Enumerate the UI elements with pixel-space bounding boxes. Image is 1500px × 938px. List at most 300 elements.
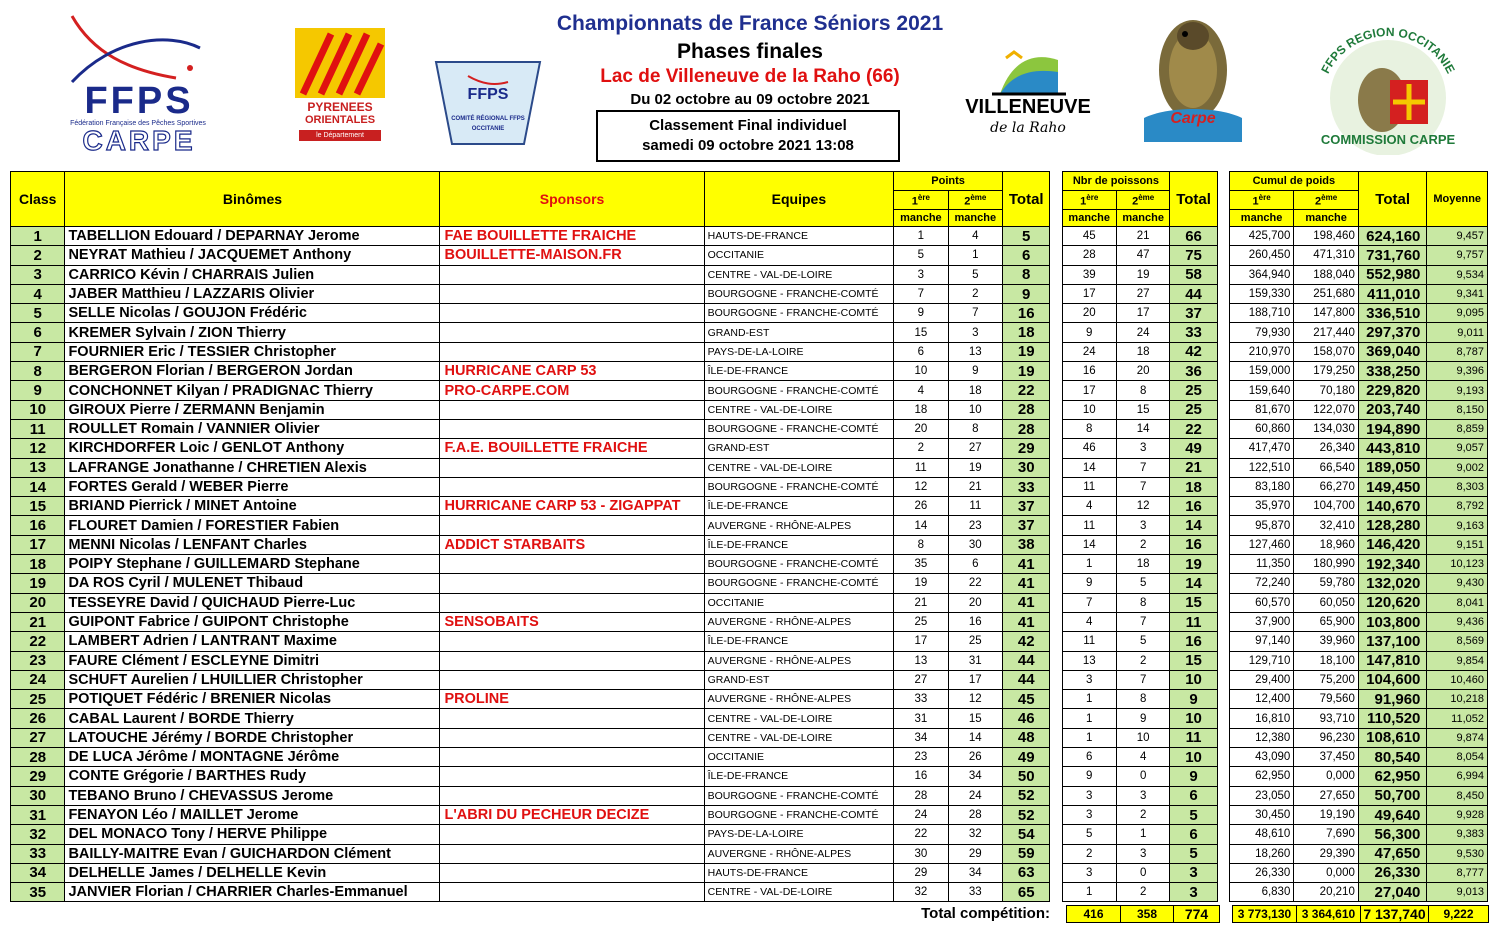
weight-total-cell: 194,890 [1358,419,1427,438]
table-row [11,381,1488,400]
team-cell: BOURGOGNE - FRANCHE-COMTÉ [704,419,894,438]
nbr-m1-cell: 8 [1062,419,1116,438]
points-m1-cell: 29 [894,863,948,882]
nbr-m2-cell: 0 [1116,863,1169,882]
nbr-m2-cell: 7 [1116,477,1169,496]
weight-m2-cell: 217,440 [1294,323,1359,342]
nbr-m1-cell: 1 [1062,709,1116,728]
weight-m1-cell: 97,140 [1229,632,1294,651]
nbr-total-cell: 10 [1170,709,1217,728]
weight-total-cell: 297,370 [1358,323,1427,342]
points-m2-cell: 16 [948,612,1002,631]
weight-m1-cell: 417,470 [1229,439,1294,458]
nbr-m1-cell: 11 [1062,477,1116,496]
spacer [1050,284,1062,303]
weight-total-cell: 62,950 [1358,767,1427,786]
weight-m2-cell: 59,780 [1294,574,1359,593]
nbr-m2-cell: 9 [1116,709,1169,728]
binome-cell: DA ROS Cyril / MULENET Thibaud [65,574,440,593]
spacer [1217,670,1229,689]
carp-fish-logo [1138,14,1248,144]
points-total-cell: 37 [1003,516,1050,535]
sponsor-cell [440,574,704,593]
points-m2-cell: 26 [948,748,1002,767]
moyenne-cell: 6,994 [1427,767,1488,786]
cumul-m2-sup: ème [1321,192,1338,202]
points-total-cell: 38 [1003,535,1050,554]
points-total-cell: 41 [1003,593,1050,612]
weight-m1-cell: 159,330 [1229,284,1294,303]
weight-total-cell: 140,670 [1358,497,1427,516]
spacer [1050,748,1062,767]
binome-cell: FOURNIER Eric / TESSIER Christopher [65,342,440,361]
weight-total-cell: 50,700 [1358,786,1427,805]
points-m2-cell: 34 [948,767,1002,786]
weight-m1-cell: 60,860 [1229,419,1294,438]
team-cell: GRAND-EST [704,670,894,689]
points-total-cell: 44 [1003,651,1050,670]
rank-cell: 15 [11,497,65,516]
weight-total-cell: 128,280 [1358,516,1427,535]
total-label: Total compétition: [921,905,1050,922]
spacer [1217,400,1229,419]
team-cell: AUVERGNE - RHÔNE-ALPES [704,844,894,863]
spacer [1050,516,1062,535]
table-row [11,535,1488,554]
binome-cell: TESSEYRE David / QUICHAUD Pierre-Luc [65,593,440,612]
spacer [1050,786,1062,805]
points-m2-cell: 7 [948,304,1002,323]
nbr-m1-cell: 6 [1062,748,1116,767]
nbr-m2-cell: 8 [1116,593,1169,612]
rank-cell: 21 [11,612,65,631]
nbr-m1-cell: 13 [1062,651,1116,670]
points-m1-cell: 7 [894,284,948,303]
moyenne-cell: 9,854 [1427,651,1488,670]
team-cell: OCCITANIE [704,593,894,612]
binome-cell: CABAL Laurent / BORDE Thierry [65,709,440,728]
nbr-m1-cell: 7 [1062,593,1116,612]
sponsor-cell: BOUILLETTE-MAISON.FR [440,246,704,265]
team-cell: BOURGOGNE - FRANCHE-COMTÉ [704,284,894,303]
nbr-m2-cell: 15 [1116,400,1169,419]
rank-cell: 9 [11,381,65,400]
nbr-m2-cell: 21 [1116,227,1169,246]
sponsor-cell [440,284,704,303]
points-m2-sup: ème [970,192,987,202]
sponsor-cell: SENSOBAITS [440,612,704,631]
nbr-m2-cell: 5 [1116,574,1169,593]
team-cell: AUVERGNE - RHÔNE-ALPES [704,612,894,631]
points-m1-cell: 23 [894,748,948,767]
weight-m2-cell: 26,340 [1294,439,1359,458]
nbr-m1-cell: 1 [1062,555,1116,574]
ffps-sub: Fédération Française des Pêches Sportives [70,120,206,127]
rank-cell: 33 [11,844,65,863]
nbr-m2-cell: 8 [1116,381,1169,400]
nbr-total-cell: 9 [1170,690,1217,709]
spacer [1050,246,1062,265]
spacer [1050,555,1062,574]
nbr-m1-cell: 3 [1062,786,1116,805]
points-m2-cell: 27 [948,439,1002,458]
col-moyenne: Moyenne [1427,172,1488,227]
event-location: Lac de Villeneuve de la Raho (66) [600,66,900,87]
nbr-total-cell: 6 [1170,825,1217,844]
moyenne-cell: 9,928 [1427,805,1488,824]
spacer [1050,825,1062,844]
nbr-m1-cell: 3 [1062,805,1116,824]
team-cell: BOURGOGNE - FRANCHE-COMTÉ [704,381,894,400]
total-weight-m2: 3 364,610 [1297,906,1361,923]
points-m2-cell: 18 [948,381,1002,400]
col-cumul: Cumul de poids [1229,172,1358,191]
table-row [11,767,1488,786]
nbr-m1-cell: 10 [1062,400,1116,419]
rank-cell: 19 [11,574,65,593]
spacer [1217,844,1229,863]
table-row [11,574,1488,593]
points-total-cell: 65 [1003,883,1050,902]
weight-total-cell: 49,640 [1358,805,1427,824]
table-row [11,246,1488,265]
points-m2-cell: 1 [948,246,1002,265]
nbr-total-cell: 18 [1170,477,1217,496]
nbr-m1-cell: 45 [1062,227,1116,246]
spacer [1050,458,1062,477]
weight-m1-cell: 30,450 [1229,805,1294,824]
spacer [1050,709,1062,728]
weight-total-cell: 336,510 [1358,304,1427,323]
weight-m2-cell: 66,540 [1294,458,1359,477]
results-table [10,171,1488,902]
weight-m2-cell: 60,050 [1294,593,1359,612]
team-cell: CENTRE - VAL-DE-LOIRE [704,883,894,902]
nbr-total-cell: 16 [1170,535,1217,554]
table-row [11,883,1488,902]
rank-cell: 3 [11,265,65,284]
binome-cell: LATOUCHE Jérémy / BORDE Christopher [65,728,440,747]
binome-cell: POIPY Stephane / GUILLEMARD Stephane [65,555,440,574]
team-cell: ÎLE-DE-FRANCE [704,767,894,786]
weight-total-cell: 146,420 [1358,535,1427,554]
spacer [1217,767,1229,786]
nbr-m1-cell: 2 [1062,844,1116,863]
weight-m1-cell: 43,090 [1229,748,1294,767]
points-total-cell: 16 [1003,304,1050,323]
table-row [11,477,1488,496]
rank-cell: 18 [11,555,65,574]
points-total-cell: 44 [1003,670,1050,689]
points-m2-cell: 30 [948,535,1002,554]
sponsor-cell: ADDICT STARBAITS [440,535,704,554]
points-m2-cell: 10 [948,400,1002,419]
table-row [11,516,1488,535]
table-row [11,612,1488,631]
nbr-m2-cell: 14 [1116,419,1169,438]
cumul-m1-sup: ère [1258,192,1271,202]
nbr-m1-cell: 1 [1062,728,1116,747]
points-m1-cell: 11 [894,458,948,477]
binome-cell: BERGERON Florian / BERGERON Jordan [65,362,440,381]
weight-m2-cell: 66,270 [1294,477,1359,496]
points-m1-cell: 1 [894,227,948,246]
sponsor-cell [440,844,704,863]
points-m1-cell: 3 [894,265,948,284]
rank-cell: 30 [11,786,65,805]
binome-cell: FAURE Clément / ESCLEYNE Dimitri [65,651,440,670]
spacer [1050,304,1062,323]
moyenne-cell: 9,874 [1427,728,1488,747]
weight-m1-cell: 81,670 [1229,400,1294,419]
points-m2-cell: 4 [948,227,1002,246]
points-total-cell: 18 [1003,323,1050,342]
spacer [1050,439,1062,458]
nbr-total-cell: 3 [1170,883,1217,902]
weight-total-cell: 443,810 [1358,439,1427,458]
weight-m2-cell: 158,070 [1294,342,1359,361]
spacer [1050,323,1062,342]
table-row [11,362,1488,381]
sponsor-cell: PRO-CARPE.COM [440,381,704,400]
table-row [11,342,1488,361]
nbr-total-cell: 15 [1170,651,1217,670]
table-row [11,632,1488,651]
points-m2-cell: 24 [948,786,1002,805]
points-total-cell: 52 [1003,786,1050,805]
team-cell: BOURGOGNE - FRANCHE-COMTÉ [704,805,894,824]
team-cell: CENTRE - VAL-DE-LOIRE [704,400,894,419]
moyenne-cell: 10,123 [1427,555,1488,574]
nbr-total-cell: 44 [1170,284,1217,303]
table-row [11,227,1488,246]
moyenne-cell: 10,460 [1427,670,1488,689]
team-cell: CENTRE - VAL-DE-LOIRE [704,728,894,747]
points-total-cell: 63 [1003,863,1050,882]
spacer [1217,381,1229,400]
points-m1-cell: 16 [894,767,948,786]
points-m1-manche: manche [894,210,948,227]
sponsor-cell [440,863,704,882]
total-nbr-total: 774 [1174,906,1220,923]
points-total-cell: 19 [1003,362,1050,381]
team-cell: CENTRE - VAL-DE-LOIRE [704,265,894,284]
spacer [1050,632,1062,651]
table-row [11,593,1488,612]
sponsor-cell [440,342,704,361]
team-cell: BOURGOGNE - FRANCHE-COMTÉ [704,555,894,574]
moyenne-cell: 9,057 [1427,439,1488,458]
sponsor-cell: HURRICANE CARP 53 - ZIGAPPAT [440,497,704,516]
points-total-cell: 52 [1003,805,1050,824]
rank-cell: 5 [11,304,65,323]
nbr-m2-cell: 5 [1116,632,1169,651]
points-m1-cell: 5 [894,246,948,265]
results-body [11,227,1488,902]
sponsor-cell [440,593,704,612]
nbr-m2 [1116,191,1169,210]
weight-total-cell: 147,810 [1358,651,1427,670]
rank-cell: 22 [11,632,65,651]
weight-total-cell: 132,020 [1358,574,1427,593]
weight-total-cell: 91,960 [1358,690,1427,709]
cumul-m1 [1229,191,1294,210]
nbr-total-cell: 66 [1170,227,1217,246]
moyenne-cell: 8,777 [1427,863,1488,882]
moyenne-cell: 9,193 [1427,381,1488,400]
binome-cell: GUIPONT Fabrice / GUIPONT Christophe [65,612,440,631]
cumul-m2 [1294,191,1359,210]
weight-m2-cell: 20,210 [1294,883,1359,902]
spacer [1217,284,1229,303]
points-m1-cell: 8 [894,535,948,554]
sponsor-cell: L'ABRI DU PECHEUR DECIZE [440,805,704,824]
villeneuve-landscape-icon [962,50,1094,100]
table-row [11,825,1488,844]
weight-m1-cell: 62,950 [1229,767,1294,786]
nbr-total-cell: 19 [1170,555,1217,574]
moyenne-cell: 9,396 [1427,362,1488,381]
points-m1-cell: 35 [894,555,948,574]
col-cumul-total: Total [1358,172,1427,227]
points-m1-cell: 31 [894,709,948,728]
points-m2-cell: 25 [948,632,1002,651]
points-m2-manche: manche [948,210,1002,227]
spacer [1050,400,1062,419]
binome-cell: ROULLET Romain / VANNIER Olivier [65,419,440,438]
moyenne-cell: 9,430 [1427,574,1488,593]
rank-cell: 27 [11,728,65,747]
nbr-m1-cell: 20 [1062,304,1116,323]
table-row [11,555,1488,574]
nbr-total-cell: 15 [1170,593,1217,612]
nbr-m2-cell: 7 [1116,670,1169,689]
weight-m1-cell: 425,700 [1229,227,1294,246]
binome-cell: SELLE Nicolas / GOUJON Frédéric [65,304,440,323]
weight-total-cell: 110,520 [1358,709,1427,728]
spacer [1050,574,1062,593]
team-cell: CENTRE - VAL-DE-LOIRE [704,458,894,477]
rank-cell: 29 [11,767,65,786]
moyenne-cell: 10,218 [1427,690,1488,709]
points-m2-cell: 34 [948,863,1002,882]
weight-m1-cell: 95,870 [1229,516,1294,535]
points-m1-cell: 28 [894,786,948,805]
binome-cell: FORTES Gerald / WEBER Pierre [65,477,440,496]
occ-arc-text: FFPS REGION OCCITANIE [1318,24,1458,76]
table-row [11,805,1488,824]
binome-cell: POTIQUET Fédéric / BRENIER Nicolas [65,690,440,709]
points-total-cell: 41 [1003,555,1050,574]
moyenne-cell: 9,757 [1427,246,1488,265]
nbr-total-cell: 21 [1170,458,1217,477]
nbr-m1-cell: 1 [1062,690,1116,709]
rank-cell: 28 [11,748,65,767]
binome-cell: DELHELLE James / DELHELLE Kevin [65,863,440,882]
sponsor-cell [440,670,704,689]
points-total-cell: 50 [1003,767,1050,786]
points-m1-cell: 10 [894,362,948,381]
weight-m1-cell: 159,640 [1229,381,1294,400]
rank-cell: 17 [11,535,65,554]
points-m1-cell: 19 [894,574,948,593]
nbr-m1-cell: 4 [1062,612,1116,631]
weight-m1-cell: 129,710 [1229,651,1294,670]
nbr-m1-cell: 14 [1062,458,1116,477]
comite-regional-logo [432,60,544,146]
weight-total-cell: 26,330 [1358,863,1427,882]
nbr-m2-cell: 8 [1116,690,1169,709]
spacer [1050,535,1062,554]
nbr-m1-cell: 28 [1062,246,1116,265]
team-cell: AUVERGNE - RHÔNE-ALPES [704,651,894,670]
weight-m2-cell: 134,030 [1294,419,1359,438]
cr-sub1: COMITÉ RÉGIONAL FFPS [451,116,525,122]
sponsor-cell: PROLINE [440,690,704,709]
totals-nbr-total [1173,905,1220,923]
weight-total-cell: 120,620 [1358,593,1427,612]
weight-m1-cell: 79,930 [1229,323,1294,342]
binome-cell: FLOURET Damien / FORESTIER Fabien [65,516,440,535]
col-points-total: Total [1003,172,1050,227]
page-title: Championnats de France Séniors 2021 [556,12,944,35]
points-total-cell: 46 [1003,709,1050,728]
nbr-m1-cell: 4 [1062,497,1116,516]
points-total-cell: 28 [1003,419,1050,438]
table-row [11,497,1488,516]
nbr-total-cell: 25 [1170,400,1217,419]
points-total-cell: 42 [1003,632,1050,651]
moyenne-cell: 9,534 [1427,265,1488,284]
pyrenees-orientales-logo [295,28,385,144]
weight-m1-cell: 18,260 [1229,844,1294,863]
nbr-m2-cell: 18 [1116,555,1169,574]
nbr-m1-cell: 3 [1062,670,1116,689]
binome-cell: DEL MONACO Tony / HERVE Philippe [65,825,440,844]
weight-m2-cell: 29,390 [1294,844,1359,863]
cr-ffps-text: FFPS [467,86,509,103]
rank-cell: 32 [11,825,65,844]
event-dates: Du 02 octobre au 09 octobre 2021 [630,91,870,108]
spacer [1050,690,1062,709]
spacer [1217,439,1229,458]
binome-cell: CONTE Grégorie / BARTHES Rudy [65,767,440,786]
weight-m2-cell: 37,450 [1294,748,1359,767]
table-row [11,400,1488,419]
nbr-total-cell: 6 [1170,786,1217,805]
rank-cell: 23 [11,651,65,670]
sponsor-cell: HURRICANE CARP 53 [440,362,704,381]
spacer [1050,265,1062,284]
nbr-total-cell: 36 [1170,362,1217,381]
moyenne-cell: 8,792 [1427,497,1488,516]
points-total-cell: 28 [1003,400,1050,419]
weight-m1-cell: 72,240 [1229,574,1294,593]
weight-total-cell: 149,450 [1358,477,1427,496]
binome-cell: KIRCHDORFER Loic / GENLOT Anthony [65,439,440,458]
weight-total-cell: 103,800 [1358,612,1427,631]
spacer [1217,516,1229,535]
ffps-carpe-logo [58,8,218,156]
points-total-cell: 6 [1003,246,1050,265]
spacer [1217,805,1229,824]
weight-m2-cell: 79,560 [1294,690,1359,709]
po-line3: le Département [299,130,381,141]
weight-m2-cell: 251,680 [1294,284,1359,303]
points-m2-cell: 13 [948,342,1002,361]
sponsor-cell [440,419,704,438]
col-sponsors: Sponsors [440,172,704,227]
